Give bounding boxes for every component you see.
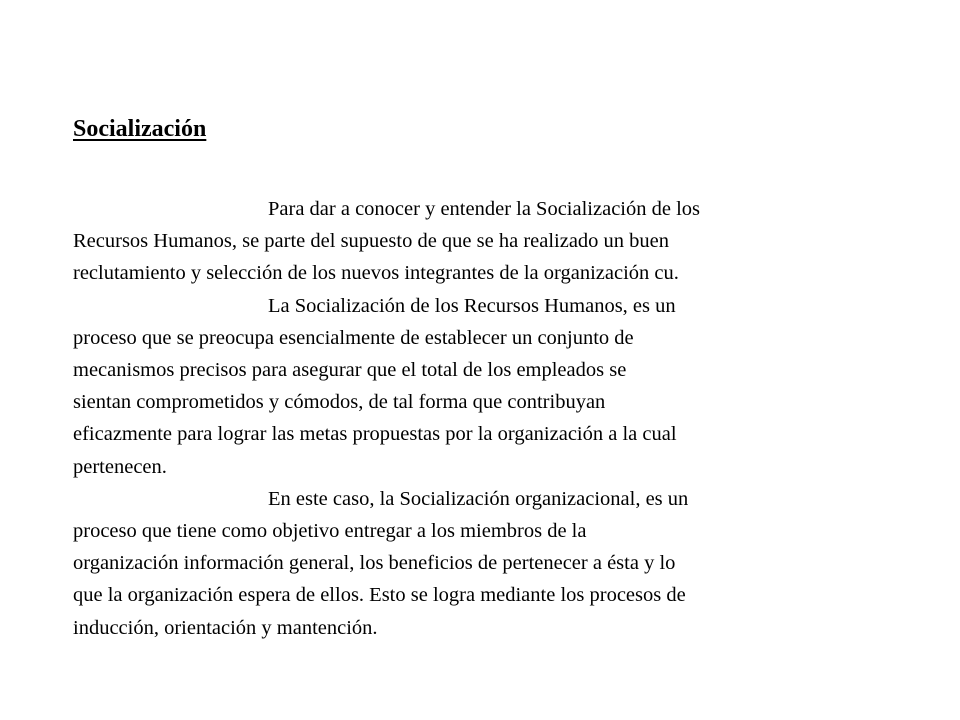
paragraph-line: Para dar a conocer y entender la Socialización de los — [268, 198, 701, 220]
paragraph-3 — [73, 483, 873, 644]
paragraph-line: pertenecen. — [73, 455, 167, 478]
paragraph-line: La Socialización de los Recursos Humanos, es un — [268, 294, 676, 317]
paragraph-line: proceso que se preocupa esencialmente de establecer un conjunto de — [73, 326, 634, 349]
paragraph-line: inducción, orientación y mantención. — [73, 616, 378, 639]
paragraph-line: Recursos Humanos, se parte del supuesto de que se ha realizado un buen — [73, 230, 670, 253]
slide-title: Socialización — [73, 116, 207, 142]
paragraph-line: proceso que tiene como objetivo entregar a los miembros de la — [73, 520, 587, 543]
paragraph-line: En este caso, la Socialización organizacional, es un — [268, 487, 689, 510]
paragraph-line: mecanismos precisos para asegurar que el total de los empleados se — [73, 359, 627, 382]
paragraph-line: eficazmente para lograr las metas propuestas por la organización a la cual — [73, 423, 677, 446]
paragraph-2 — [73, 290, 873, 483]
paragraph-1 — [73, 193, 873, 290]
body-text — [73, 193, 873, 644]
paragraph-line: reclutamiento y selección de los nuevos integrantes de la organización cu. — [73, 262, 679, 285]
paragraph-line: sientan comprometidos y cómodos, de tal forma que contribuyan — [73, 391, 606, 414]
paragraph-line: que la organización espera de ellos. Esto se logra mediante los procesos de — [73, 584, 686, 607]
paragraph-line: organización información general, los beneficios de pertenecer a ésta y lo — [73, 552, 676, 575]
